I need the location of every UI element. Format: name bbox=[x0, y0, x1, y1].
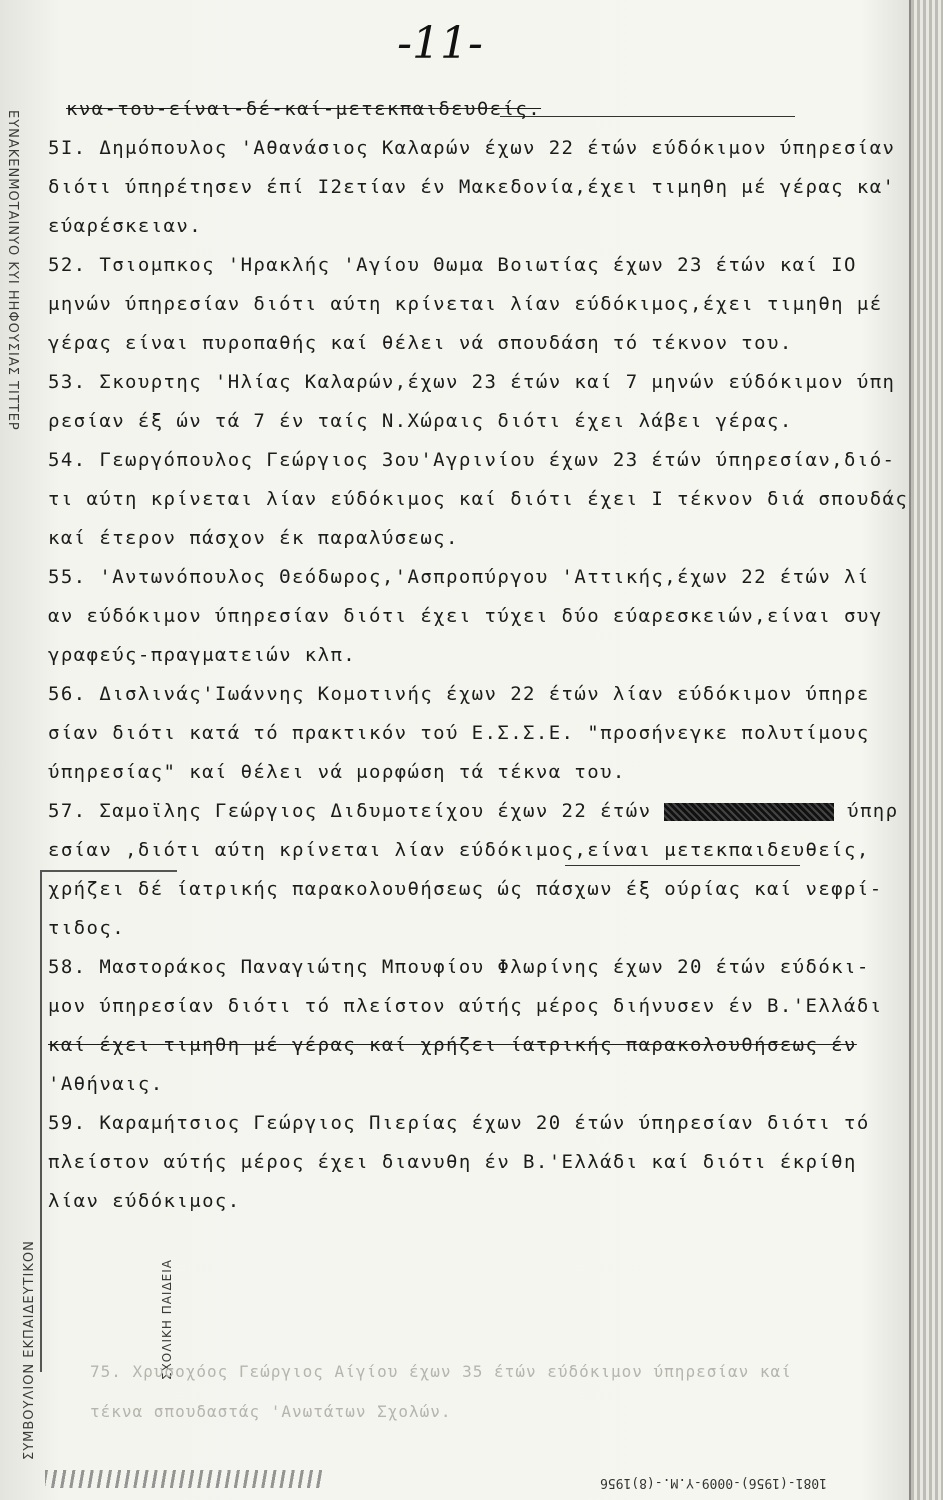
entry-58-line-4: 'Αθήναις. bbox=[48, 1073, 164, 1095]
entry-59-line-3: λίαν εύδόκιμος. bbox=[48, 1190, 241, 1212]
archive-bottom-stamp-2: ΣΧΟΛΙΚΗ ΠΑΙΔΕΙΑ bbox=[160, 1258, 174, 1380]
entry-54-line-3: καί έτερον πάσχον έκ παραλύσεως. bbox=[48, 527, 459, 549]
entry-55-line-2: αν εύδόκιμον ύπηρεσίαν διότι έχει τύχει δύο εύαρεσκειών,είναι συγ bbox=[48, 605, 883, 627]
entry-56-line-1: 56. Δισλινάς'Ιωάννης Κομοτινής έχων 22 έτών λίαν εύδόκιμον ύπηρε bbox=[48, 683, 870, 705]
entry-51-line-2: διότι ύπηρέτησεν έπί I2ετίαν έν Μακεδονία,έχει τιμηθη μέ γέρας κα' bbox=[48, 176, 896, 198]
archive-side-stamp: ΕΥΝΑΚΕΝΜΟΤΑΙΝΥΟ ΚΥΙ ΗΗΦΟΥΣΙΑΣ ΤΙΤΤΕΡ bbox=[5, 110, 20, 431]
entry-59-line-1: 59. Καραμήτσιος Γεώργιος Πιερίας έχων 20 έτών ύπηρεσίαν διότι τό bbox=[48, 1112, 870, 1134]
entry-57-line-1 bbox=[48, 792, 918, 831]
entry-57-line-4: τιδος. bbox=[48, 917, 126, 939]
document-body bbox=[48, 90, 918, 1221]
entry-53-line-1: 53. Σκουρτης 'Ηλίας Καλαρών,έχων 23 έτών καί 7 μηνών εύδόκιμον ύπη bbox=[48, 371, 896, 393]
archive-bottom-stamp: ΣΥΜΒΟΥΛΙΟΝ ΕΚΠΑΙΔΕΥΤΙΚΟΝ bbox=[22, 1240, 37, 1460]
entry-51-line-1: 5I. Δημόπουλος 'Αθανάσιος Καλαρών έχων 22 έτών εύδόκιμον ύπηρεσίαν bbox=[48, 137, 896, 159]
redaction-blot bbox=[664, 803, 834, 821]
entry-53-line-2: ρεσίαν έξ ών τά 7 έν ταίς Ν.Χώραις διότι έχει λάβει γέρας. bbox=[48, 410, 793, 432]
handwritten-scrawl bbox=[45, 1470, 325, 1488]
entry-55-line-3: γραφεύς-πραγματειών κλπ. bbox=[48, 644, 357, 666]
entry-57-text: 57. Σαμοϊλης Γεώργιος Διδυμοτείχου έχων 22 έτών bbox=[48, 800, 652, 822]
entry-59-line-2: πλείστον αύτής μέρος έχει διανυθη έν Β.'Ελλάδι καί διότι έκρίθη bbox=[48, 1151, 857, 1173]
entry-58-line-2: μον ύπηρεσίαν διότι τό πλείστον αύτής μέρος διήνυσεν έν Β.'Ελλάδι bbox=[48, 995, 883, 1017]
entry-52-line-3: γέρας είναι πυροπαθής καί θέλει νά σπουδάση τό τέκνον του. bbox=[48, 332, 793, 354]
entry-56-line-3: ύπηρεσίας" καί θέλει νά μορφώση τά τέκνα του. bbox=[48, 761, 626, 783]
entry-51-line-3: εύαρέσκειαν. bbox=[48, 215, 203, 237]
entry-54-line-1: 54. Γεωργόπουλος Γεώργιος 3ου'Αγρινίου έχων 23 έτών ύπηρεσίαν,διό- bbox=[48, 449, 896, 471]
entry-56-line-2: σίαν διότι κατά τό πρακτικόν τού Ε.Σ.Σ.Ε. "προσήνεγκε πολυτίμους bbox=[48, 722, 870, 744]
entry-58-line-1: 58. Μαστοράκος Παναγιώτης Μπουφίου Φλωρίνης έχων 20 έτών εύδόκι- bbox=[48, 956, 870, 978]
text-line: κνα-του-είναι-δέ-καί-μετεκπαιδευθείς. bbox=[66, 98, 542, 120]
entry-57-line-3: χρήζει δέ ίατρικής παρακολουθήσεως ώς πάσχων έξ ούρίας καί νεφρί- bbox=[48, 878, 883, 900]
page-number: -11- bbox=[397, 18, 483, 69]
bleed-through-line-2: τέκνα σπουδαστάς 'Ανωτάτων Σχολών. bbox=[90, 1402, 452, 1421]
bleed-through-line-1: 75. Χρυσοχόος Γεώργιος Αίγίου έχων 35 έτών εύδόκιμον ύπηρεσίαν καί bbox=[90, 1362, 792, 1381]
footer-print-code: 1081-(1956)-0009-Υ.Μ.-(8)1956 bbox=[600, 1475, 827, 1490]
entry-57-text-end: ύπηρ bbox=[847, 800, 899, 822]
entry-58-line-3: καί έχει τιμηθη μέ γέρας καί χρήζει ίατρικής παρακολουθήσεως έν bbox=[48, 1034, 857, 1056]
entry-52-line-1: 52. Τσιομπκος 'Ηρακλής 'Αγίου Θωμα Βοιωτίας έχων 23 έτών καί IO bbox=[48, 254, 857, 276]
entry-54-line-2: τι αύτη κρίνεται λίαν εύδόκιμος καί διότι έχει I τέκνον διά σπουδάς bbox=[48, 488, 909, 510]
entry-52-line-2: μηνών ύπηρεσίαν διότι αύτη κρίνεται λίαν εύδόκιμος,έχει τιμηθη μέ bbox=[48, 293, 883, 315]
entry-57-line-2: εσίαν ,διότι αύτη κρίνεται λίαν εύδόκιμος,είναι μετεκπαιδευθείς, bbox=[48, 839, 870, 861]
entry-55-line-1: 55. 'Αντωνόπουλος Θεόδωρος,'Ασπροπύργου 'Αττικής,έχων 22 έτών λί bbox=[48, 566, 870, 588]
